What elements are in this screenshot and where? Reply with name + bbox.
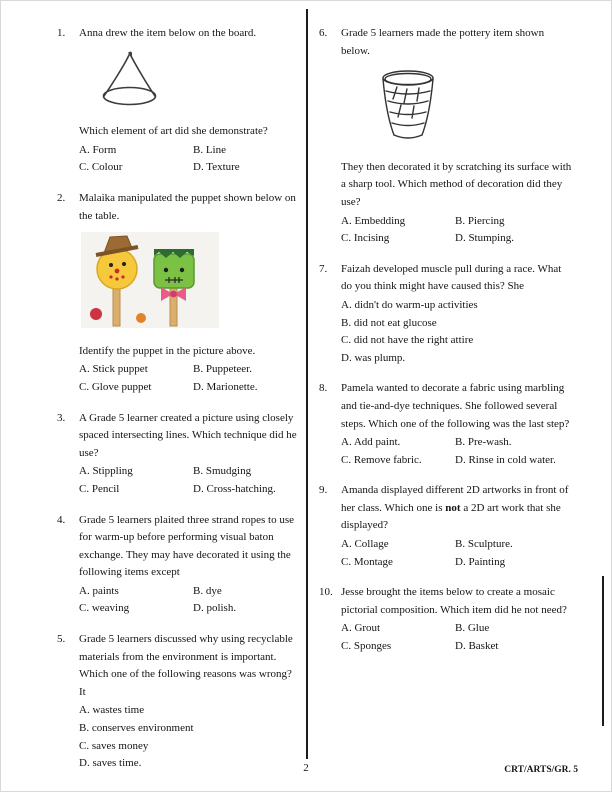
options — [79, 142, 297, 177]
option-c: C. Pencil — [79, 482, 120, 495]
option-b: B. Line — [193, 143, 226, 156]
option-c: C. Colour — [79, 161, 123, 174]
question-10 — [319, 584, 575, 655]
question-number: 2. — [57, 191, 66, 204]
question-stem: Grade 5 learners plaited three strand ropes to use for warm-up before performing visual baton exchange. They may have decorated it using the following items except — [79, 513, 295, 579]
question-stem: Pamela wanted to decorate a fabric using marbling and tie-and-dye techniques. She followed several steps. Which one of the following was the last step? — [341, 382, 570, 430]
option-d: D. Basket — [455, 640, 499, 653]
cone-sketch-image — [95, 50, 297, 115]
question-number: 7. — [319, 262, 328, 275]
right-column — [319, 25, 575, 669]
question-number: 4. — [57, 513, 66, 526]
option-c: C. Remove fabric. — [341, 453, 422, 466]
question-number: 1. — [57, 27, 66, 39]
option-b: B. Puppeteer. — [193, 363, 252, 376]
option-c: C. did not have the right attire — [341, 334, 474, 347]
options — [341, 213, 575, 248]
column-divider-line — [306, 9, 308, 759]
option-b: B. Sculpture. — [455, 538, 513, 551]
question-stem: Identify the puppet in the picture above. — [79, 344, 256, 357]
question-body — [79, 631, 297, 773]
question-body — [341, 482, 575, 571]
question-number: 6. — [319, 27, 328, 39]
option-c: C. saves money — [79, 739, 149, 752]
question-body — [79, 190, 297, 397]
option-d: D. Cross-hatching. — [193, 482, 276, 495]
stem-text: Amanda displayed different 2D artworks in front of her class. Which one is — [341, 484, 569, 514]
question-6 — [319, 25, 575, 248]
question-stem: Jesse brought the items below to create a mosaic pictorial composition. Which item did he not need? — [341, 586, 567, 616]
option-c: C. Incising — [341, 232, 390, 245]
option-b: B. Pre-wash. — [455, 436, 512, 449]
option-c: C. Montage — [341, 555, 393, 568]
question-number: 10. — [319, 586, 333, 599]
pottery-sketch-image — [377, 67, 575, 150]
options — [341, 434, 575, 469]
question-body — [341, 261, 575, 368]
question-stem: Which element of art did she demonstrate? — [79, 125, 268, 138]
option-d: D. Rinse in cold water. — [455, 453, 556, 466]
question-number: 3. — [57, 411, 66, 424]
stem-text: a 2D art work that she displayed? — [341, 501, 561, 532]
option-b: B. conserves environment — [79, 722, 194, 735]
options — [79, 583, 297, 618]
option-b: B. did not eat glucose — [341, 316, 437, 329]
question-4 — [57, 512, 297, 619]
question-3 — [57, 410, 297, 499]
option-a: A. Stick puppet — [79, 363, 148, 376]
option-d: D. Stumping. — [455, 232, 514, 245]
options — [341, 297, 575, 367]
question-5 — [57, 631, 297, 773]
option-a: A. Add paint. — [341, 436, 401, 449]
question-1 — [57, 25, 297, 177]
question-body — [79, 410, 297, 499]
question-body — [79, 512, 297, 619]
option-d: D. was plump. — [341, 351, 406, 364]
option-a: A. paints — [79, 584, 119, 597]
question-8 — [319, 380, 575, 469]
option-d: D. Painting — [455, 555, 506, 568]
puppets-photo-image — [81, 232, 297, 335]
page-edge-line — [602, 576, 604, 726]
option-d: D. Texture — [193, 161, 240, 174]
option-c: C. Sponges — [341, 640, 392, 653]
question-body — [341, 25, 575, 248]
page-number: 2 — [303, 762, 309, 775]
option-a: A. Collage — [341, 538, 389, 551]
left-column — [57, 25, 297, 786]
option-c: C. Glove puppet — [79, 380, 152, 393]
option-a: A. didn't do warm-up activities — [341, 298, 478, 311]
stem-bold-text: not — [445, 501, 461, 514]
option-a: A. Form — [79, 143, 117, 156]
question-number: 8. — [319, 382, 328, 395]
question-stem: They then decorated it by scratching its surface with a sharp tool. Which method of decoration did they use? — [341, 160, 572, 208]
options — [341, 620, 575, 655]
option-d: D. Marionette. — [193, 380, 258, 393]
question-stem: Grade 5 learners discussed why using recyclable materials from the environment is important. Which one of the following reasons was wrong? It — [79, 633, 293, 698]
question-body — [341, 584, 575, 655]
question-body — [79, 25, 297, 177]
question-stem — [341, 482, 575, 535]
options — [79, 463, 297, 498]
option-d: D. polish. — [193, 602, 237, 615]
option-b: B. Piercing — [455, 214, 505, 227]
question-stem: Malaika manipulated the puppet shown below on the table. — [79, 191, 296, 222]
question-stem: Faizah developed muscle pull during a race. What do you think might have caused this? She — [341, 262, 562, 293]
option-a: A. wastes time — [79, 704, 145, 717]
question-stem: Anna drew the item below on the board. — [79, 27, 257, 39]
option-a: A. Embedding — [341, 214, 406, 227]
question-9 — [319, 482, 575, 571]
question-2 — [57, 190, 297, 397]
question-number: 5. — [57, 633, 66, 646]
question-7 — [319, 261, 575, 368]
option-b: B. Glue — [455, 622, 490, 635]
options — [79, 361, 297, 396]
options — [341, 536, 575, 571]
option-a: A. Grout — [341, 622, 381, 635]
option-a: A. Stippling — [79, 465, 133, 478]
footer-document-code: CRT/ARTS/GR. 5 — [504, 764, 578, 775]
option-c: C. weaving — [79, 602, 130, 615]
option-b: B. dye — [193, 584, 222, 597]
question-number: 9. — [319, 484, 328, 497]
option-b: B. Smudging — [193, 465, 252, 478]
question-stem: A Grade 5 learner created a picture using closely spaced intersecting lines. Which technique did he use? — [79, 411, 297, 459]
question-body — [341, 380, 575, 469]
question-stem: Grade 5 learners made the pottery item shown below. — [341, 27, 545, 57]
option-d: D. saves time. — [79, 757, 142, 770]
